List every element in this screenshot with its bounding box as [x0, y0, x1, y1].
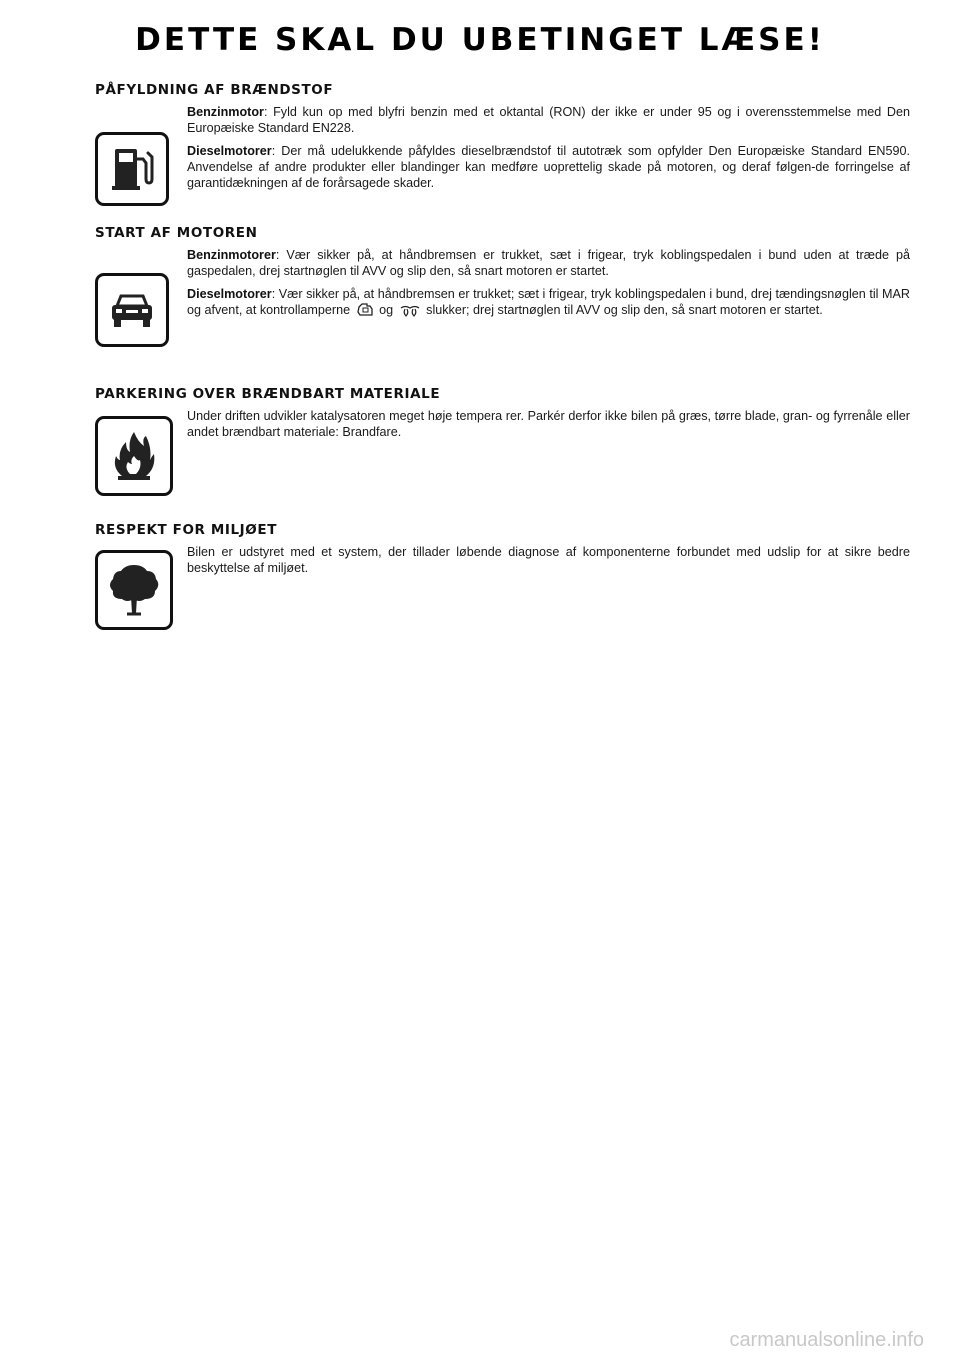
- paragraph-diesel: [187, 286, 910, 322]
- paragraphs: [187, 104, 910, 191]
- paragraphs: [187, 408, 910, 440]
- paragraph-text: og: [379, 303, 394, 317]
- term: Benzinmotor: [187, 105, 264, 119]
- fuel-pump-icon: [95, 132, 169, 206]
- paragraph-text: : Der må udelukkende påfyldes dieselbrændstof til autotræk som opfylder Den Europæiske Standard EN590. Anvendelse af andre produkter eller blandinger kan medføre uoprettelig skade på motoren, og deraf følgen-de forringelse af garantidækningen af de forårsagede skader.: [187, 144, 910, 190]
- paragraph-text: Under driften udvikler katalysatoren meget høje tempera rer. Parkér derfor ikke bilen på græs, tørre blade, gran- og fyrrenåle eller andet brændbart materiale: Brandfare.: [187, 409, 910, 439]
- paragraphs: [187, 247, 910, 322]
- term: Dieselmotorer: [187, 287, 272, 301]
- tree-icon: [95, 550, 173, 630]
- section-body: [95, 247, 910, 322]
- section-heading: PÅFYLDNING AF BRÆNDSTOF: [95, 82, 334, 98]
- section-heading: PARKERING OVER BRÆNDBART MATERIALE: [95, 386, 441, 402]
- section-body: [95, 104, 910, 191]
- section-environment: [95, 522, 910, 583]
- watermark: carmanualsonline.info: [729, 1329, 924, 1351]
- engine-warning-icon: [356, 302, 374, 322]
- paragraph-text: : Vær sikker på, at håndbremsen er trukket; sæt i frigear, tryk koblingspedalen i bund, drej tændingsnøglen til MAR og afvent, at kontrollamperne: [187, 287, 910, 317]
- paragraph-text: : Fyld kun op med blyfri benzin med et oktantal (RON) der ikke er under 95 og i overensstemmelse med Den Europæiske Standard EN228.: [187, 105, 910, 135]
- paragraphs: [187, 544, 910, 576]
- page-title: DETTE SKAL DU UBETINGET LÆSE!: [135, 22, 825, 58]
- section-body: [95, 544, 910, 576]
- glow-plug-icon: [399, 304, 421, 322]
- paragraph-text: Bilen er udstyret med et system, der tillader løbende diagnose af komponenterne forbundet med udslip for at sikre bedre beskyttelse af miljøet.: [187, 545, 910, 575]
- section-body: [95, 408, 910, 440]
- paragraph-diesel: [187, 143, 910, 191]
- section-heading: RESPEKT FOR MILJØET: [95, 522, 278, 538]
- section-fuel: [95, 82, 910, 198]
- flame-icon: [95, 416, 173, 496]
- section-parking: [95, 386, 910, 447]
- term: Dieselmotorer: [187, 144, 272, 158]
- term: Benzinmotorer: [187, 248, 276, 262]
- paragraph-text: slukker; drej startnøglen til AVV og slip den, så snart motoren er startet.: [426, 303, 823, 317]
- paragraph-petrol: [187, 104, 910, 136]
- section-heading: START AF MOTOREN: [95, 225, 258, 241]
- section-start: [95, 225, 910, 329]
- car-front-icon: [95, 273, 169, 347]
- paragraph-text: : Vær sikker på, at håndbremsen er trukket, sæt i frigear, tryk koblingspedalen i bund uden at træde på gaspedalen, drej startnøglen til AVV og slip den, så snart motoren er startet.: [187, 248, 910, 278]
- paragraph-petrol: [187, 247, 910, 279]
